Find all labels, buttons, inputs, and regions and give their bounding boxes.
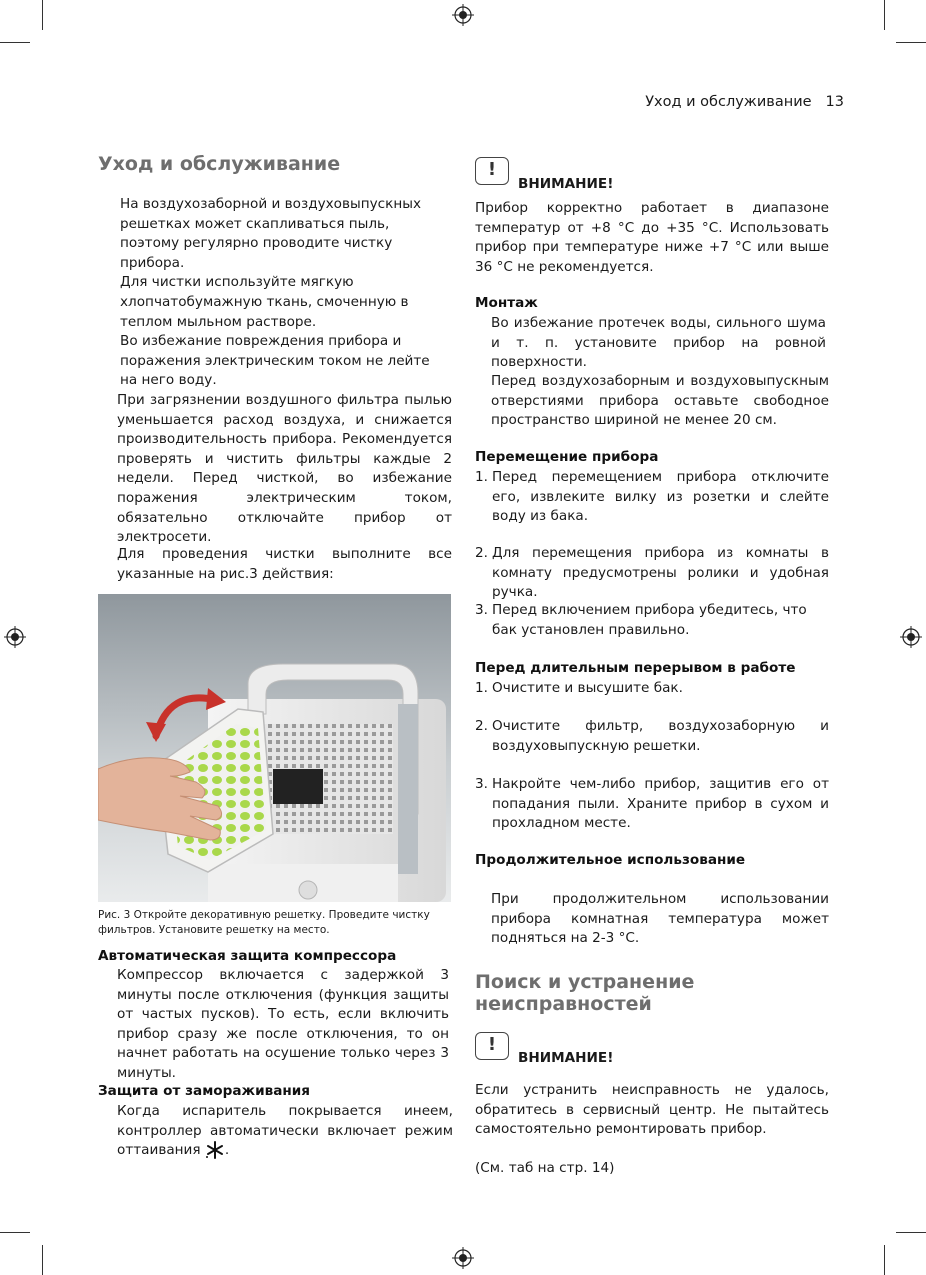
warning-label: ВНИМАНИЕ! [518,176,614,192]
continuous-heading: Продолжительное использование [475,852,746,868]
break-item: 1. Очистите и высушите бак. [475,680,683,696]
intro-line-cloth: Для чистки используйте мягкую хлопчатобумажную ткань, смоченную в теплом мыльном растворе. [120,274,409,330]
registration-mark-icon [452,1247,474,1269]
defrost-snowflake-icon [205,1141,225,1159]
crop-mark [884,1245,885,1275]
freeze-text: Когда испаритель покрывается инеем, контроллер автоматически включает режим оттаивания [117,1103,453,1159]
freeze-heading: Защита от замораживания [98,1083,311,1099]
crop-mark [0,1232,30,1233]
intro-line-dust: На воздухозаборной и воздуховыпускных решетках может скапливаться пыль, поэтому регулярно проводите чистку прибора. [120,196,422,271]
freeze-paragraph: Когда испаритель покрывается инеем, контроллер автоматически включает режим оттаивания . [117,1103,453,1159]
moving-item: 3. Перед включением прибора убедитесь, что бак установлен правильно. [475,602,807,638]
intro-line-water: Во избежание повреждения прибора и поражения электрическим током не лейте на него воду. [120,333,430,389]
intro-paragraph [120,195,442,391]
break-item: 2. Очистите фильтр, воздухозаборную и воздуховыпускную решетки. [475,718,829,754]
see-table-reference: (См. таб на стр. 14) [475,1160,615,1176]
warning-service-text: Если устранить неисправность не удалось, обратитесь в сервисный центр. Не пытайтесь самостоятельно ремонтировать прибор. [475,1082,829,1138]
dehumidifier-cleaning-photo [98,594,451,902]
section-title-care: Уход и обслуживание [98,153,341,175]
warning-icon: ! [475,1032,509,1060]
crop-mark [0,42,30,43]
running-header [645,94,844,110]
moving-item: 1. Перед перемещением прибора отключите его, извлеките вилку из розетки и слейте воду из бака. [475,469,829,525]
cleaning-paragraph: Для проведения чистки выполните все указанные на рис.3 действия: [117,546,452,582]
moving-item: 2. Для перемещения прибора из комнаты в комнату предусмотрены ролики и удобная ручка. [475,545,829,601]
crop-mark [42,1245,43,1275]
figure-caption: Рис. 3 Откройте декоративную решетку. Проведите чистку фильтров. Установите решетку на место. [98,909,430,936]
warning-label: ВНИМАНИЕ! [518,1050,614,1066]
crop-mark [42,0,43,30]
registration-mark-icon [4,626,26,648]
running-header-section: Уход и обслуживание [645,94,812,110]
warning-icon: ! [475,157,509,185]
montage-paragraph-2: Перед воздухозаборным и воздуховыпускным отверстиями прибора оставьте свободное пространство шириной не менее 20 см. [491,373,829,429]
crop-mark [884,0,885,30]
crop-mark [896,42,926,43]
moving-heading: Перемещение прибора [475,449,659,465]
compressor-heading: Автоматическая защита компрессора [98,948,397,964]
filter-paragraph: При загрязнении воздушного фильтра пылью уменьшается расход воздуха, и снижается производительность прибора. Рекомендуется проверять и чистить фильтры каждые 2 недели. Перед чисткой, во избежание поражения электрическим током, обязательно отключайте прибор от электросети. [117,392,452,546]
troubleshooting-title: Поиск и устранение неисправностей [475,971,695,1015]
compressor-paragraph: Компрессор включается с задержкой 3 минуты после отключения (функция защиты от частых пусков). То есть, если включить прибор сразу же после отключения, то он начнет работать на осушение только через 3 минуты. [117,967,449,1081]
registration-mark-icon [452,4,474,26]
break-item: 3. Накройте чем-либо прибор, защитив его от попадания пыли. Храните прибор в сухом и прохладном месте. [475,776,829,832]
montage-paragraph-1: Во избежание протечек воды, сильного шума и т. п. установите прибор на ровной поверхности. [491,315,826,371]
registration-mark-icon [900,626,922,648]
break-heading: Перед длительным перерывом в работе [475,660,796,676]
continuous-paragraph: При продолжительном использовании прибора комнатная температура может подняться на 2-3 °С. [491,891,829,947]
crop-mark [896,1232,926,1233]
page-number: 13 [825,94,844,110]
warning-temperature-text: Прибор корректно работает в диапазоне температур от +8 °С до +35 °С. Использовать прибор при температуре ниже +7 °С или выше 36 °С не рекомендуется. [475,200,829,275]
montage-heading: Монтаж [475,295,538,311]
